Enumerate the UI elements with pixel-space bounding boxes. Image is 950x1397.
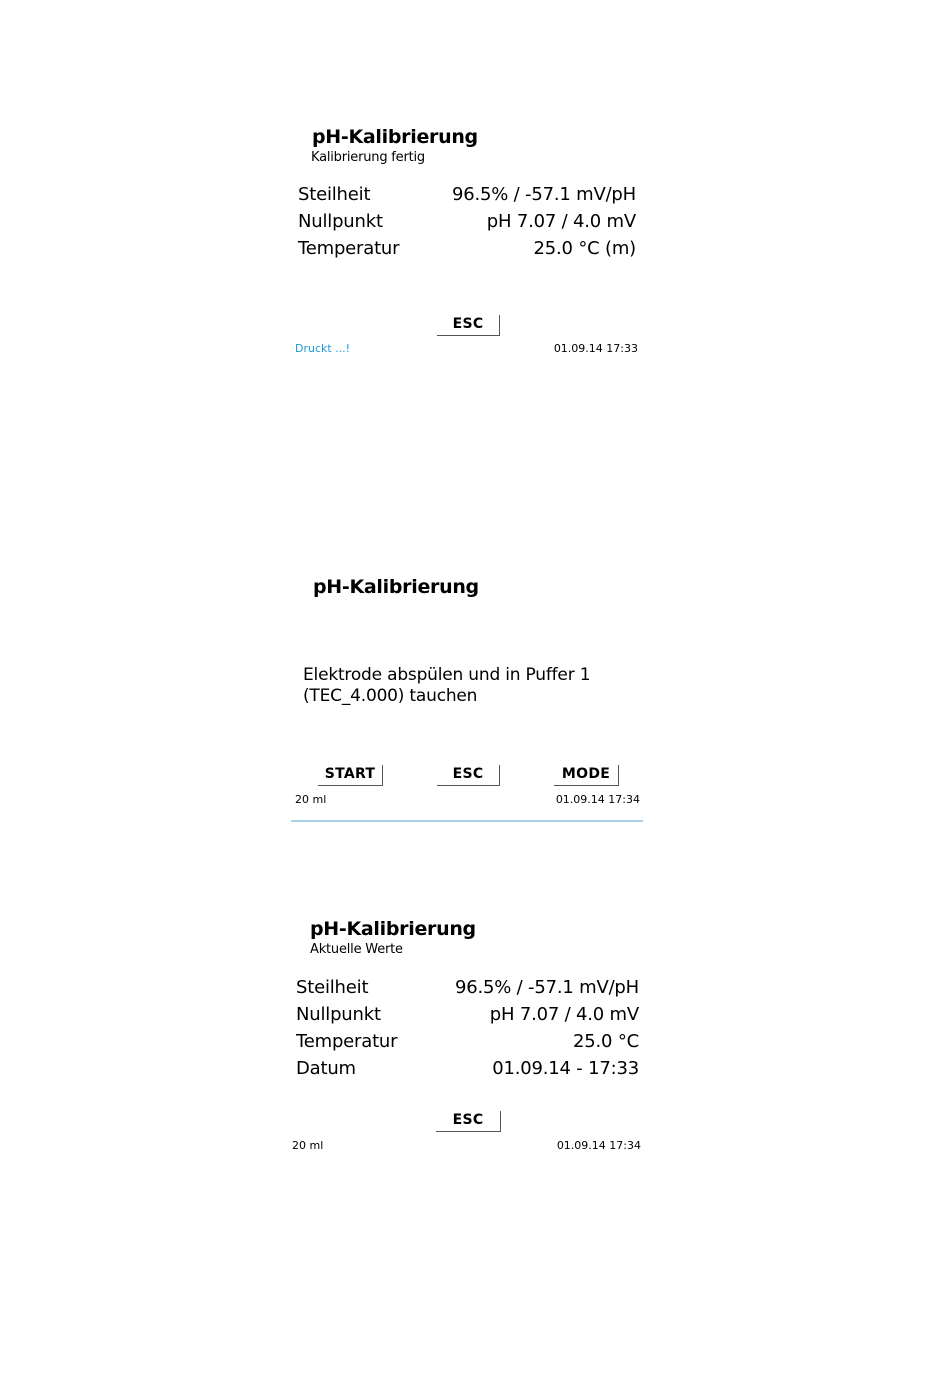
- esc-button[interactable]: ESC: [437, 315, 500, 336]
- temperature-value: 25.0 °C (m): [533, 238, 636, 259]
- page-subtitle: Aktuelle Werte: [310, 942, 403, 957]
- zero-point-value: pH 7.07 / 4.0 mV: [489, 1004, 639, 1025]
- page-title: pH-Kalibrierung: [310, 918, 476, 940]
- date-time: 01.09.14 17:34: [556, 1139, 641, 1152]
- divider: [291, 820, 643, 822]
- page-title: pH-Kalibrierung: [313, 576, 479, 598]
- start-button[interactable]: START: [318, 765, 383, 786]
- slope-value: 96.5% / -57.1 mV/pH: [454, 977, 639, 998]
- instruction-line-1: Elektrode abspülen und in Puffer 1: [303, 665, 591, 685]
- zero-point-label: Nullpunkt: [298, 211, 383, 232]
- printing-status: Druckt ...!: [295, 342, 351, 355]
- zero-point-value: pH 7.07 / 4.0 mV: [486, 211, 636, 232]
- date-value: 01.09.14 - 17:33: [492, 1058, 639, 1079]
- temperature-label: Temperatur: [298, 238, 400, 259]
- instruction-line-2: (TEC_4.000) tauchen: [303, 686, 478, 706]
- esc-button[interactable]: ESC: [436, 1111, 501, 1132]
- slope-label: Steilheit: [296, 977, 369, 998]
- date-time: 01.09.14 17:33: [553, 342, 638, 355]
- mode-button[interactable]: MODE: [554, 765, 619, 786]
- temperature-value: 25.0 °C: [573, 1031, 639, 1052]
- slope-value: 96.5% / -57.1 mV/pH: [451, 184, 636, 205]
- date-time: 01.09.14 17:34: [555, 793, 640, 806]
- date-label: Datum: [296, 1058, 356, 1079]
- volume-status: 20 ml: [295, 793, 327, 806]
- temperature-label: Temperatur: [296, 1031, 398, 1052]
- slope-label: Steilheit: [298, 184, 371, 205]
- page-subtitle: Kalibrierung fertig: [311, 150, 425, 165]
- zero-point-label: Nullpunkt: [296, 1004, 381, 1025]
- volume-status: 20 ml: [292, 1139, 324, 1152]
- page-title: pH-Kalibrierung: [312, 126, 478, 148]
- esc-button[interactable]: ESC: [437, 765, 500, 786]
